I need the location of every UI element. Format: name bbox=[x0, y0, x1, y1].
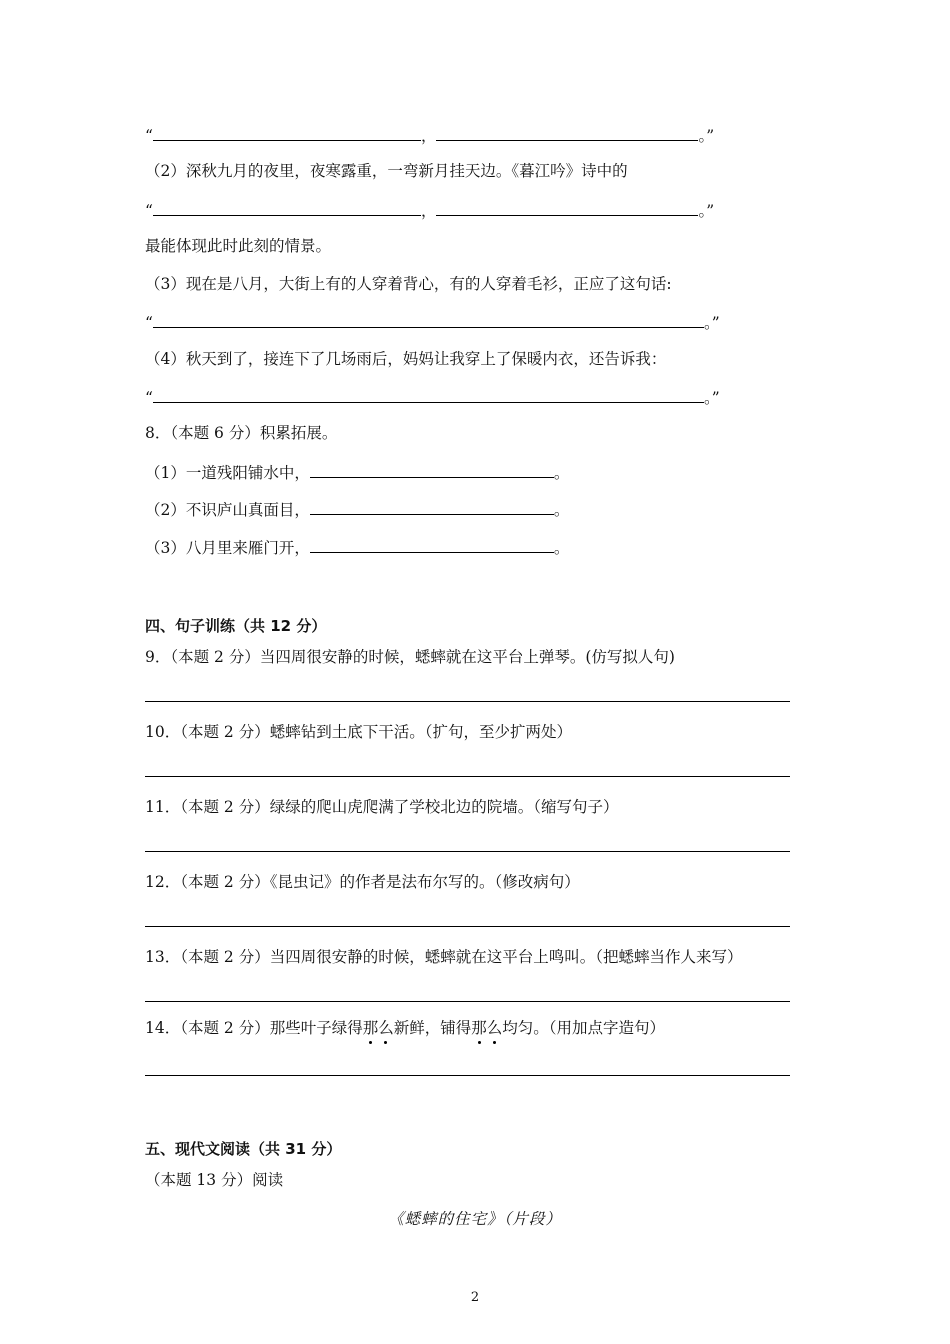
answer-line[interactable] bbox=[145, 1075, 790, 1076]
question-7-2: （2）深秋九月的夜里，夜寒露重，一弯新月挂天边。《暮江吟》诗中的 bbox=[145, 162, 628, 180]
poem-blank-line-3: “ 。” bbox=[145, 311, 720, 333]
answer-line[interactable] bbox=[145, 926, 790, 927]
question-8-item: （2）不识庐山真面目， 。 bbox=[145, 498, 569, 520]
question-7-4: （4）秋天到了，接连下了几场雨后，妈妈让我穿上了保暖内衣，还告诉我： bbox=[145, 350, 667, 368]
question-14: 14．（本题 2 分）那些叶子绿得那么新鲜，铺得那么均匀。（用加点字造句） bbox=[145, 1019, 666, 1037]
poem-blank-line-2: “ ， 。” bbox=[145, 199, 714, 221]
answer-blank[interactable] bbox=[310, 498, 554, 515]
reading-title: 《蟋蟀的住宅》（片段） bbox=[388, 1210, 562, 1228]
page-number: 2 bbox=[470, 1290, 480, 1305]
section-4-heading: 四、句子训练（共 12 分） bbox=[145, 617, 327, 635]
answer-blank[interactable] bbox=[310, 461, 554, 478]
question-9: 9．（本题 2 分）当四周很安静的时候，蟋蟀就在这平台上弹琴。(仿写拟人句) bbox=[145, 648, 675, 666]
answer-line[interactable] bbox=[145, 701, 790, 702]
question-11: 11．（本题 2 分）绿绿的爬山虎爬满了学校北边的院墙。（缩写句子） bbox=[145, 798, 619, 816]
reading-intro: （本题 13 分）阅读 bbox=[145, 1171, 284, 1189]
poem-blank-line-1: “ ， 。” bbox=[145, 124, 714, 146]
question-7-3: （3）现在是八月，大街上有的人穿着背心，有的人穿着毛衫，正应了这句话: bbox=[145, 275, 672, 293]
question-13: 13．（本题 2 分）当四周很安静的时候，蟋蟀就在这平台上鸣叫。（把蟋蟀当作人来写） bbox=[145, 948, 743, 966]
question-8-item: （3）八月里来雁门开， 。 bbox=[145, 536, 569, 558]
section-5-heading: 五、现代文阅读（共 31 分） bbox=[145, 1140, 342, 1158]
answer-line[interactable] bbox=[145, 851, 790, 852]
emphasis-char: 么 bbox=[378, 1019, 394, 1037]
question-8-item: （1）一道残阳铺水中， 。 bbox=[145, 461, 569, 483]
answer-line[interactable] bbox=[145, 776, 790, 777]
question-7-2-tail: 最能体现此时此刻的情景。 bbox=[145, 237, 332, 255]
answer-blank[interactable] bbox=[153, 386, 704, 403]
answer-blank[interactable] bbox=[153, 311, 704, 328]
answer-blank[interactable] bbox=[436, 124, 698, 141]
answer-line[interactable] bbox=[145, 1001, 790, 1002]
emphasis-char: 那 bbox=[362, 1019, 379, 1037]
question-12: 12．（本题 2 分）《昆虫记》的作者是法布尔写的。（修改病句） bbox=[145, 873, 580, 891]
emphasis-char: 么 bbox=[486, 1019, 503, 1037]
answer-blank[interactable] bbox=[153, 124, 421, 141]
answer-blank[interactable] bbox=[310, 536, 554, 553]
answer-blank[interactable] bbox=[153, 199, 421, 216]
question-10: 10．（本题 2 分）蟋蟀钻到土底下干活。（扩句，至少扩两处） bbox=[145, 723, 572, 741]
poem-blank-line-4: “ 。” bbox=[145, 386, 720, 408]
emphasis-char: 那 bbox=[471, 1019, 487, 1037]
question-8-title: 8．（本题 6 分）积累拓展。 bbox=[145, 424, 338, 442]
answer-blank[interactable] bbox=[436, 199, 698, 216]
